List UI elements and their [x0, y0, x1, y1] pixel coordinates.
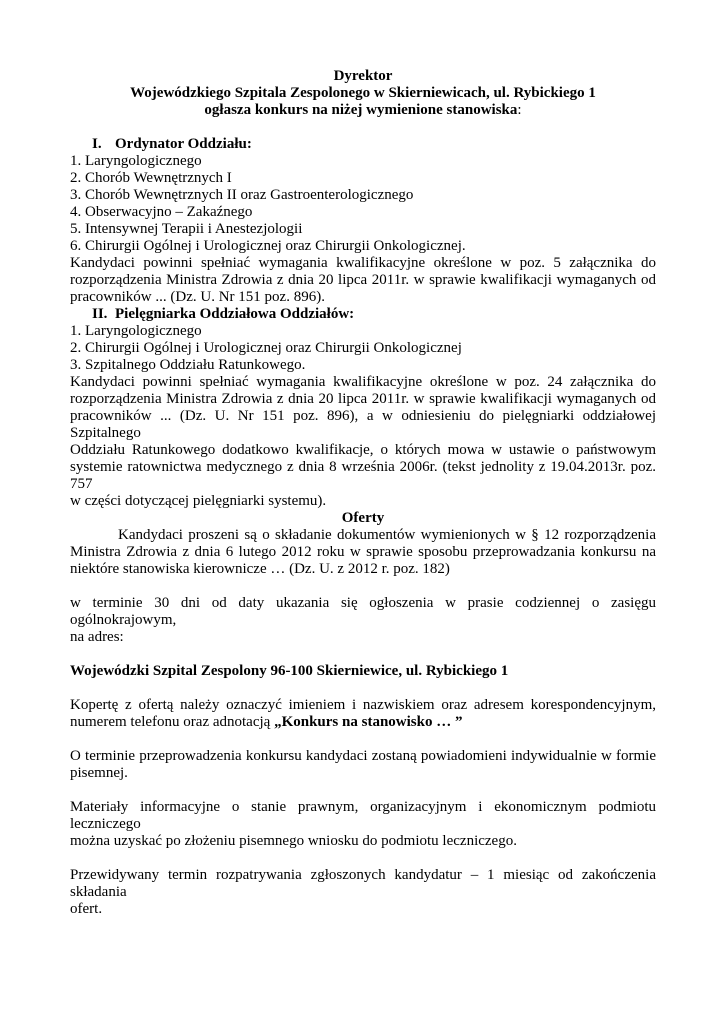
list-item: 5. Intensywnej Terapii i Anestezjologii: [70, 221, 303, 237]
list-item: 1. Laryngologicznego: [70, 323, 202, 339]
offers-heading: Oferty: [341, 510, 385, 526]
list-item: 4. Obserwacyjno – Zakaźnego: [70, 204, 253, 220]
list-item: 2. Chorób Wewnętrznych I: [70, 170, 232, 186]
header-announcement: ogłasza konkurs na niżej wymienione stanowiska:: [204, 102, 522, 118]
list-item: 2. Chirurgii Ogólnej i Urologicznej oraz Chirurgii Onkologicznej: [70, 340, 462, 356]
list-item: 3. Szpitalnego Oddziału Ratunkowego.: [70, 357, 306, 373]
review-paragraph: Przewidywany termin rozpatrywania zgłoszonych kandydatur – 1 miesiąc od zakończenia składania ofert.: [70, 867, 656, 917]
section-ordynator: [70, 136, 656, 306]
section-heading: II. Pielęgniarka Oddziałowa Oddziałów:: [92, 306, 355, 322]
document-body: [70, 68, 656, 918]
header-title: Dyrektor: [333, 68, 393, 84]
offers-address: Wojewódzki Szpital Zespolony 96-100 Skierniewice, ul. Rybickiego 1: [70, 663, 509, 679]
offers-deadline: w terminie 30 dni od daty ukazania się ogłoszenia w prasie codziennej o zasięgu ogólnokrajowym, na adres:: [70, 595, 656, 645]
section-heading: I. Ordynator Oddziału:: [92, 136, 252, 152]
list-item: 3. Chorób Wewnętrznych II oraz Gastroenterologicznego: [70, 187, 414, 203]
offers-intro: Kandydaci proszeni są o składanie dokumentów wymienionych w § 12 rozporządzenia Ministra Zdrowia z dnia 6 lutego 2012 roku w sprawie sposobu przeprowadzania konkursu na niektóre stanowiska kierownicze … (Dz. U. z 2012 r. poz. 182): [70, 527, 656, 577]
envelope-instructions: Kopertę z ofertą należy oznaczyć imieniem i nazwiskiem oraz adresem korespondencyjnym, numerem telefonu oraz adnotacją „Konkurs na stanowisko … ”: [70, 697, 656, 730]
notification-paragraph: O terminie przeprowadzenia konkursu kandydaci zostaną powiadomieni indywidualnie w formie pisemnej.: [70, 748, 656, 781]
offers-section: [70, 510, 656, 918]
header-hospital: Wojewódzkiego Szpitala Zespolonego w Skierniewicach, ul. Rybickiego 1: [130, 85, 596, 101]
requirements-paragraph: Kandydaci powinni spełniać wymagania kwalifikacyjne określone w poz. 24 załącznika do rozporządzenia Ministra Zdrowia z dnia 20 lipca 2011r. w sprawie kwalifikacji wymaganych od pracowników ... (Dz. U. Nr 151 poz. 896), a w odniesieniu do pielęgniarki oddziałowej Szpitalnego Oddziału Ratunkowego dodatkowo kwalifikacje, o których mowa w ustawie o państwowym systemie ratownictwa medycznego z dnia 8 września 2006r. (tekst jednolity z 19.04.2013r. poz. 757 w części dotyczącej pielęgniarki systemu).: [70, 374, 656, 509]
materials-paragraph: Materiały informacyjne o stanie prawnym, organizacyjnym i ekonomicznym podmiotu leczniczego można uzyskać po złożeniu pisemnego wniosku do podmiotu leczniczego.: [70, 799, 656, 849]
list-item: 6. Chirurgii Ogólnej i Urologicznej oraz Chirurgii Onkologicznej.: [70, 238, 466, 254]
requirements-paragraph: Kandydaci powinni spełniać wymagania kwalifikacyjne określone w poz. 5 załącznika do rozporządzenia Ministra Zdrowia z dnia 20 lipca 2011r. w sprawie kwalifikacji wymaganych od pracowników ... (Dz. U. Nr 151 poz. 896).: [70, 255, 656, 305]
announcement-header: [70, 68, 656, 119]
list-item: 1. Laryngologicznego: [70, 153, 202, 169]
section-pielegniarka: [70, 306, 656, 510]
